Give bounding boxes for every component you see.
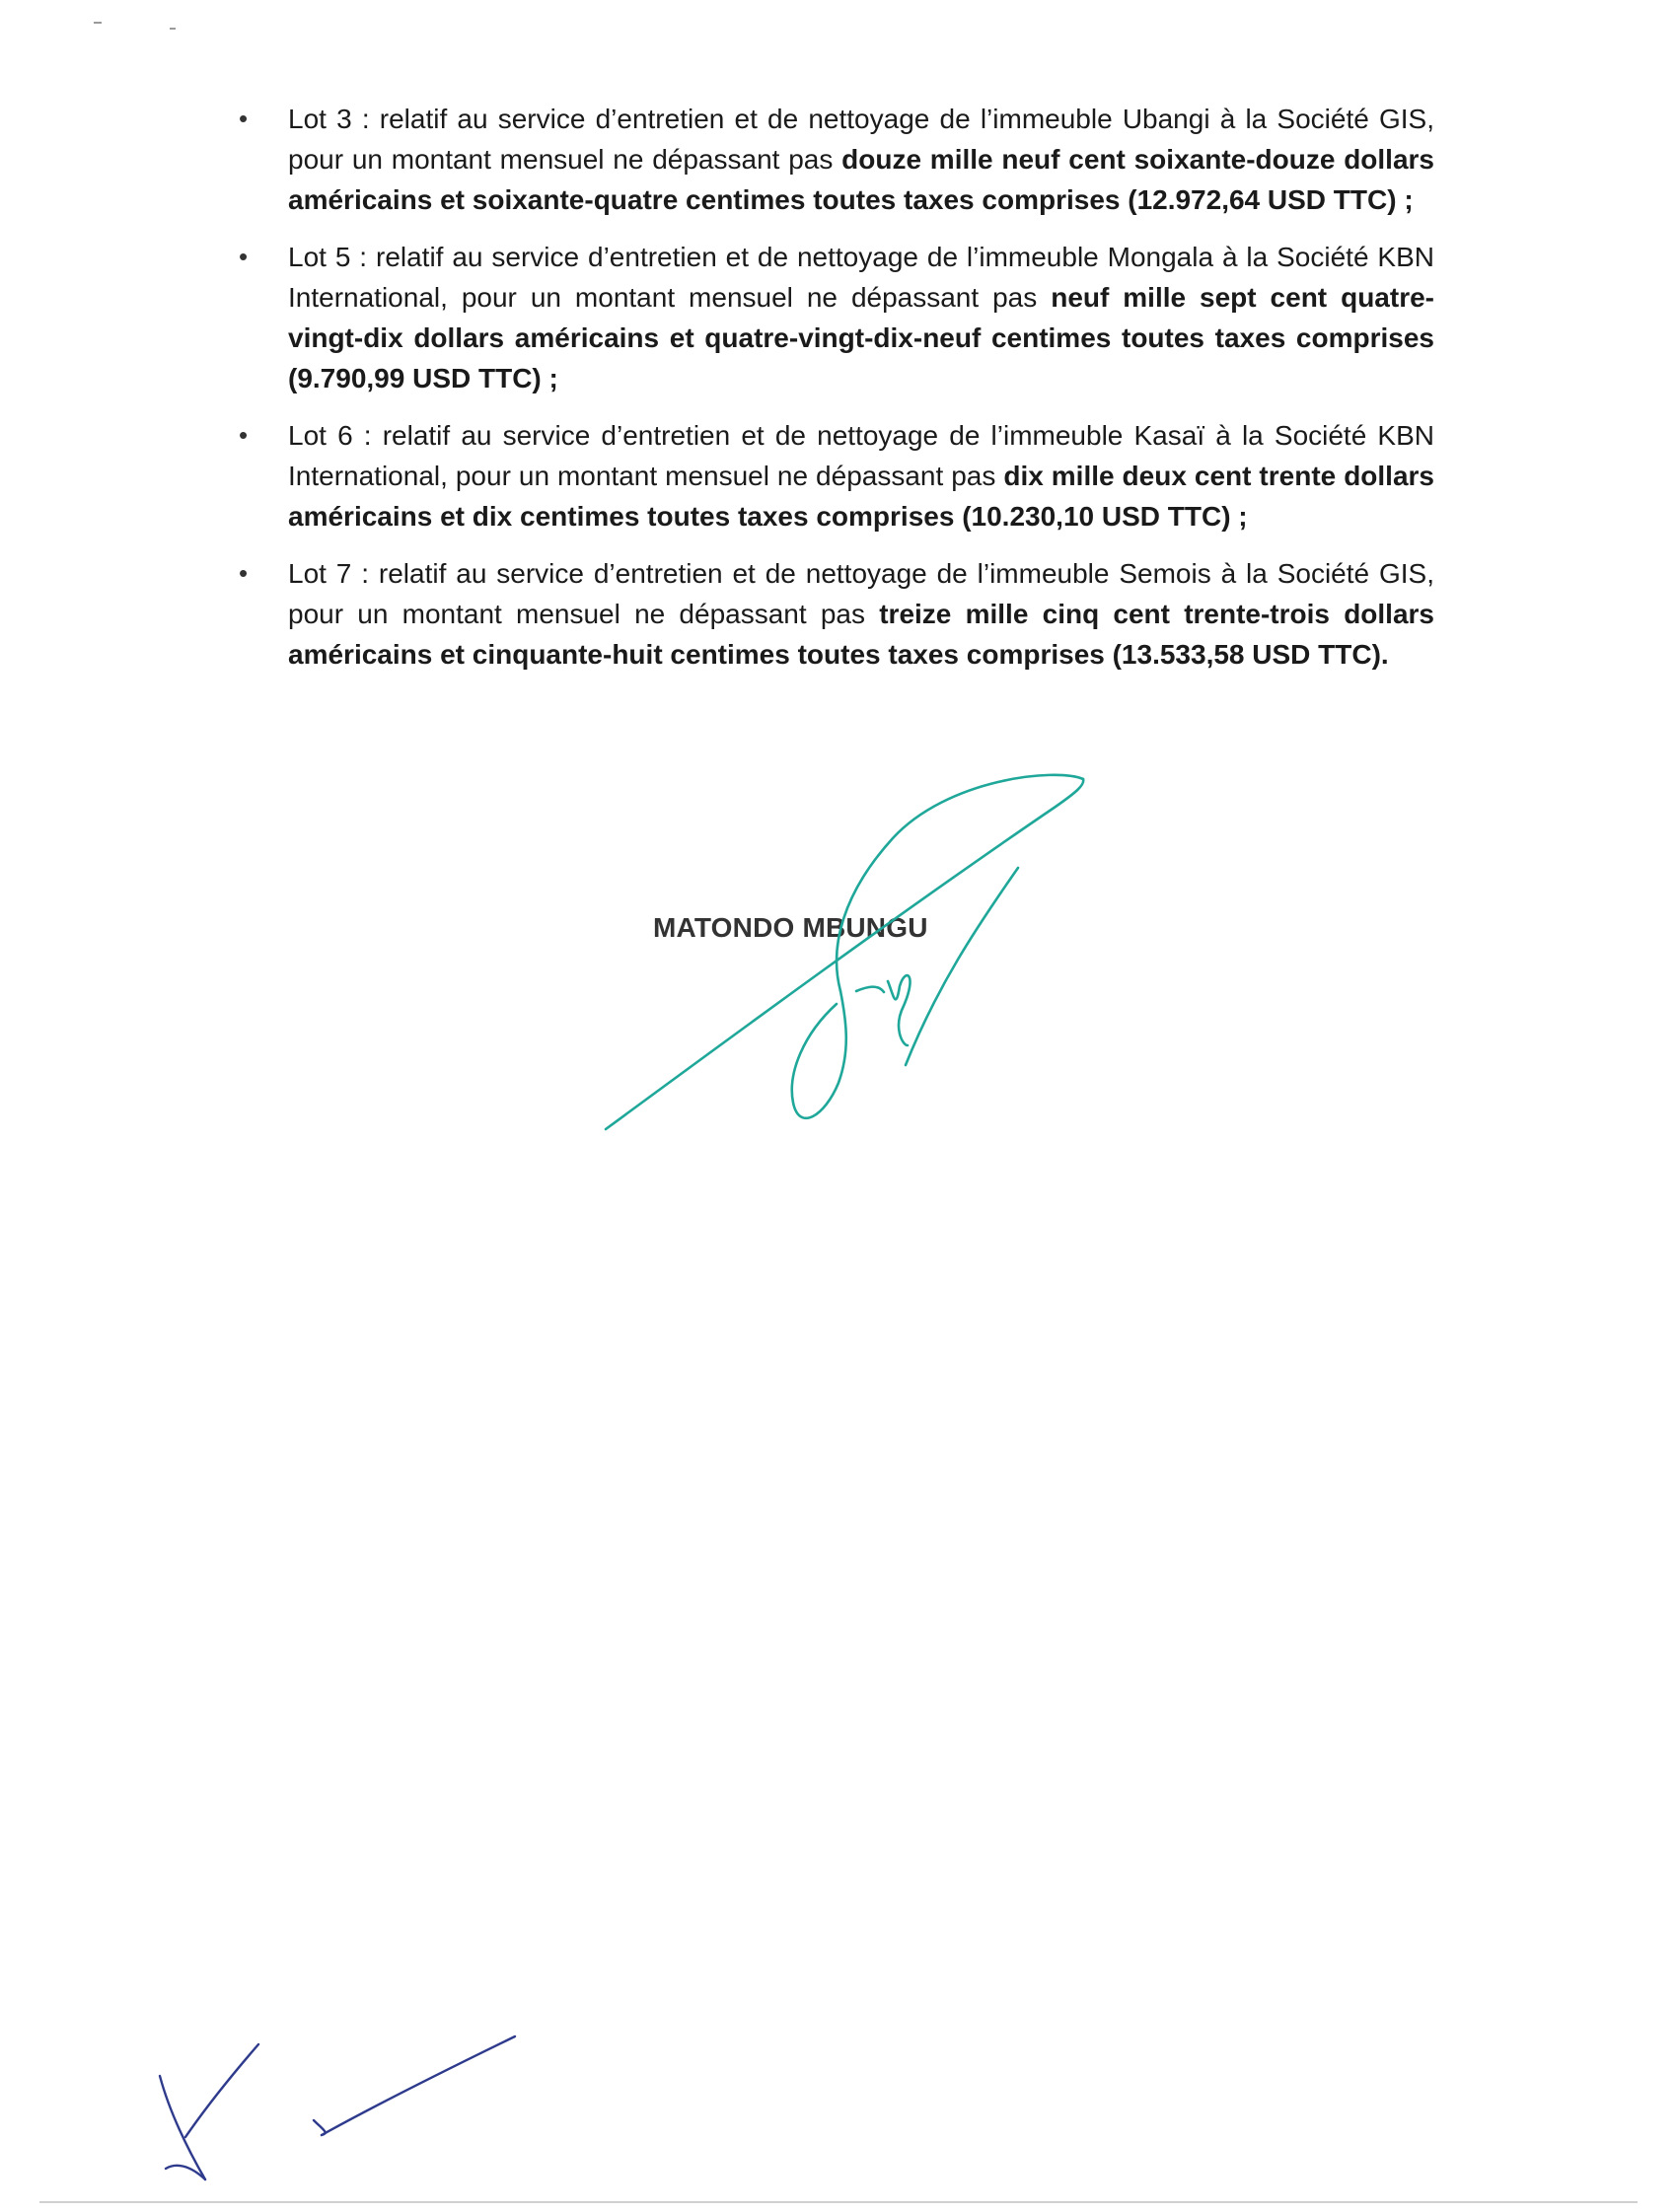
lot-description: Lot 7 : relatif au service d’entretien et de nettoyage de l’immeuble Semois à la Société GIS, pour un montant mensuel ne dépassant pas: [288, 558, 1434, 629]
lot-amount: neuf mille sept cent quatre-vingt-dix dollars américains et quatre-vingt-dix-neuf centimes toutes taxes comprises (9.790,99 USD TTC) ;: [288, 282, 1434, 393]
lot-description: Lot 3 : relatif au service d’entretien et de nettoyage de l’immeuble Ubangi à la Société GIS, pour un montant mensuel ne dépassant pas: [288, 104, 1434, 175]
signature-mark: [592, 690, 1144, 1144]
bullet-icon: •: [239, 558, 249, 588]
bullet-icon: •: [239, 242, 249, 271]
bullet-icon: •: [239, 420, 249, 450]
list-item-lot-6: [239, 415, 1434, 536]
scan-artifact: [94, 22, 102, 24]
page-bottom-edge: [39, 2201, 1638, 2203]
lot-list: [239, 99, 1435, 691]
lot-amount: dix mille deux cent trente dollars américains et dix centimes toutes taxes comprises (10.230,10 USD TTC) ;: [288, 461, 1434, 532]
list-item-lot-5: [239, 237, 1434, 398]
list-item-lot-3: [239, 99, 1435, 220]
lot-description: Lot 5 : relatif au service d’entretien et de nettoyage de l’immeuble Mongala à la Société KBN International, pour un montant mensuel ne dépassant pas: [288, 242, 1434, 313]
lot-amount: treize mille cinq cent trente-trois dollars américains et cinquante-huit centimes toutes taxes comprises (13.533,58 USD TTC).: [288, 599, 1435, 670]
list-item-lot-7: [239, 553, 1435, 675]
signatory-name: MATONDO MBUNGU: [653, 912, 928, 943]
initials-strokes: [160, 2036, 515, 2179]
scan-artifact: [170, 28, 176, 30]
lot-description: Lot 6 : relatif au service d’entretien et de nettoyage de l’immeuble Kasaï à la Société KBN International, pour un montant mensuel ne dépassant pas: [288, 420, 1434, 491]
signature-strokes: [606, 775, 1083, 1129]
bullet-icon: •: [239, 104, 249, 133]
lot-amount: douze mille neuf cent soixante-douze dollars américains et soixante-quatre centimes toutes taxes comprises (12.972,64 USD TTC) ;: [288, 144, 1435, 215]
initials-mark: [148, 2027, 543, 2194]
